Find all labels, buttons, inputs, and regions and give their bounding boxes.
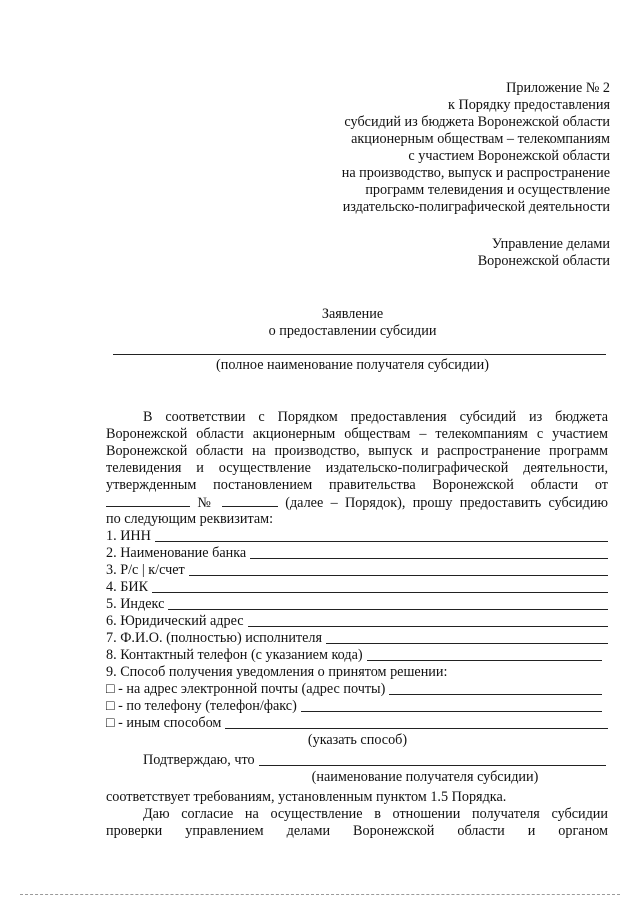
- header-line: с участием Воронежской области: [408, 148, 610, 164]
- header-line: издательско-полиграфической деятельности: [342, 199, 610, 215]
- body-line: по следующим реквизитам:: [106, 511, 274, 527]
- body-line: утвержденным постановлением правительства Воронежской области от: [106, 477, 608, 493]
- notify-option-other: □ - иным способом: [106, 715, 608, 732]
- other-method-caption: (указать способ): [307, 732, 408, 748]
- requisite-bik: 4. БИК: [106, 579, 608, 596]
- document-title: Заявление: [321, 306, 384, 322]
- body-line-with-blanks: № (далее – Порядок), прошу предоставить субсидию: [106, 494, 608, 512]
- header-line: программ телевидения и осуществление: [365, 182, 610, 198]
- inn-field[interactable]: [155, 529, 608, 542]
- index-field[interactable]: [168, 597, 608, 610]
- legal-address-field[interactable]: [248, 614, 608, 627]
- header-line: на производство, выпуск и распространение: [341, 165, 610, 181]
- bik-field[interactable]: [152, 580, 608, 593]
- appendix-title: Приложение № 2: [506, 80, 610, 96]
- confirm-caption: (наименование получателя субсидии): [311, 769, 539, 785]
- consent-line: проверки управлением делами Воронежской области и органом: [106, 823, 608, 839]
- requisite-legal-address: 6. Юридический адрес: [106, 613, 608, 630]
- requisite-bank: 2. Наименование банка: [106, 545, 608, 562]
- phone-field[interactable]: [367, 648, 602, 661]
- requisite-index: 5. Индекс: [106, 596, 608, 613]
- executor-name-field[interactable]: [326, 631, 608, 644]
- body-line: В соответствии с Порядком предоставления субсидий из бюджета: [143, 409, 608, 425]
- addressee-line: Управление делами: [491, 236, 610, 252]
- body-line: телевидения и осуществление издательско-полиграфической деятельности,: [106, 460, 608, 476]
- scan-edge: [20, 894, 620, 895]
- notify-phone-field[interactable]: [301, 699, 602, 712]
- requisite-executor: 7. Ф.И.О. (полностью) исполнителя: [106, 630, 608, 647]
- requisite-account: 3. Р/с | к/счет: [106, 562, 608, 579]
- header-line: к Порядку предоставления: [448, 97, 610, 113]
- notify-option-email: □ - на адрес электронной почты (адрес почты): [106, 681, 608, 698]
- number-blank[interactable]: [222, 494, 278, 507]
- other-method-field[interactable]: [225, 716, 608, 729]
- account-field[interactable]: [189, 563, 608, 576]
- requisite-inn: 1. ИНН: [106, 528, 608, 545]
- consent-line: Даю согласие на осуществление в отношении получателя субсидии: [143, 806, 608, 822]
- bank-name-field[interactable]: [250, 546, 608, 559]
- confirm-tail: соответствует требованиям, установленным пунктом 1.5 Порядка.: [106, 789, 507, 805]
- recipient-name-caption: (полное наименование получателя субсидии): [216, 357, 489, 373]
- addressee-line: Воронежской области: [477, 253, 610, 269]
- confirm-recipient-field[interactable]: [259, 753, 606, 766]
- email-field[interactable]: [389, 682, 602, 695]
- body-line: Воронежской области акционерным обществам – телекомпаниям с участием: [106, 426, 608, 442]
- requisite-phone: 8. Контактный телефон (с указанием кода): [106, 647, 608, 664]
- notify-option-phone: □ - по телефону (телефон/факс): [106, 698, 608, 715]
- date-blank[interactable]: [106, 494, 190, 507]
- notification-method-label: 9. Способ получения уведомления о принятом решении:: [106, 664, 448, 680]
- header-line: акционерным обществам – телекомпаниям: [351, 131, 610, 147]
- confirmation-line: Подтверждаю, что: [143, 752, 606, 769]
- document-subtitle: о предоставлении субсидии: [268, 323, 437, 339]
- body-line: Воронежской области на производство, выпуск и распространение программ: [106, 443, 608, 459]
- header-line: субсидий из бюджета Воронежской области: [344, 114, 610, 130]
- recipient-name-line[interactable]: [113, 354, 606, 355]
